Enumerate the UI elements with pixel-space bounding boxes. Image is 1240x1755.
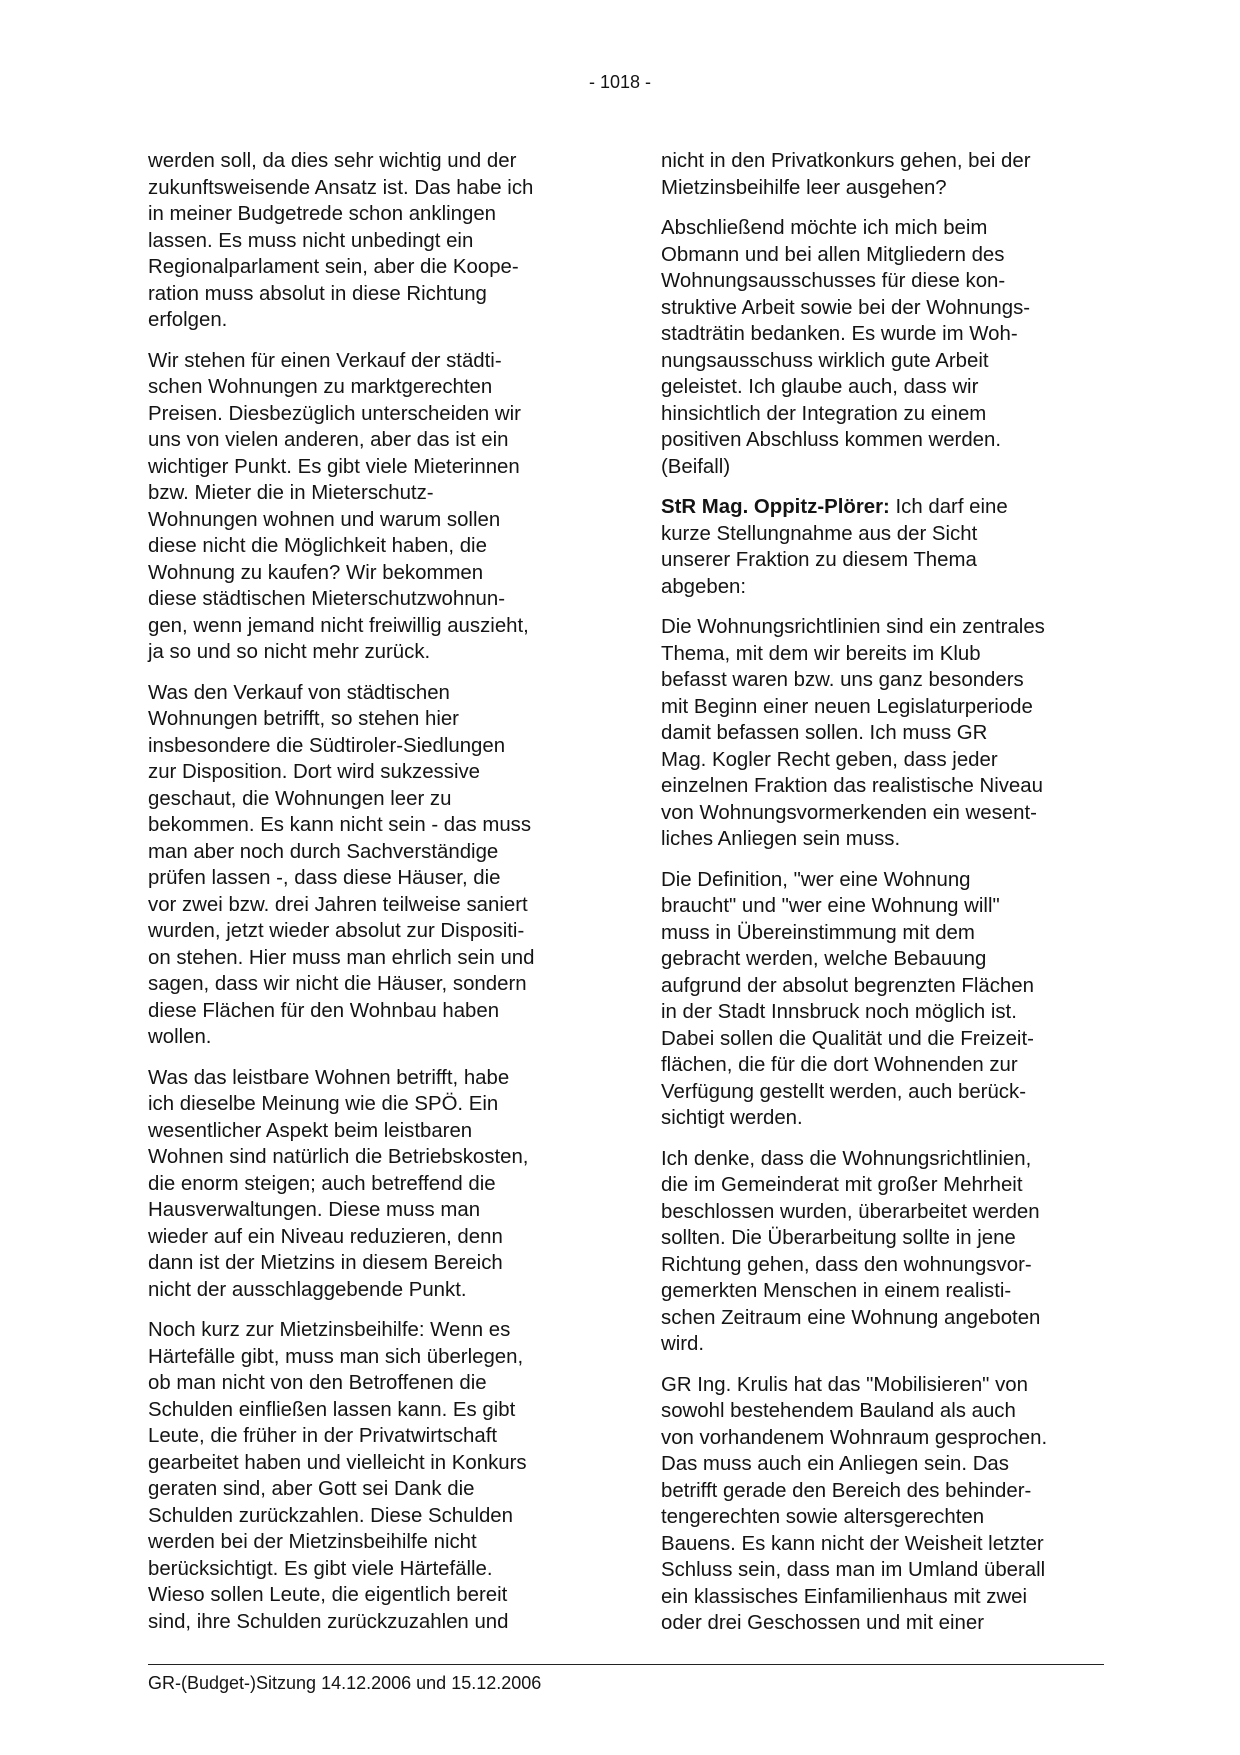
text-line: Preisen. Diesbezüglich unterscheiden wir xyxy=(148,402,521,425)
paragraph xyxy=(148,680,594,1051)
text-line: werden bei der Mietzinsbeihilfe nicht xyxy=(148,1531,477,1553)
text-line: erfolgen. xyxy=(148,309,228,331)
paragraph xyxy=(148,348,594,666)
paragraph xyxy=(661,494,1107,600)
text-line: lassen. Es muss nicht unbedingt ein xyxy=(148,229,474,252)
text-line: diese nicht die Möglichkeit haben, die xyxy=(148,535,487,557)
text-line: in meiner Budgetrede schon anklingen xyxy=(148,203,497,225)
text-line: ja so und so nicht mehr zurück. xyxy=(148,641,431,663)
text-line: ration muss absolut in diese Richtung xyxy=(148,282,487,305)
text-line: Thema, mit dem wir bereits im Klub xyxy=(661,642,981,665)
text-line: nicht in den Privatkonkurs gehen, bei der xyxy=(661,150,1031,172)
text-line: Schluss sein, dass man im Umland überall xyxy=(661,1559,1046,1581)
text-line: muss in Übereinstimmung mit dem xyxy=(661,921,975,944)
text-line: berücksichtigt. Es gibt viele Härtefälle. xyxy=(148,1557,493,1580)
paragraph xyxy=(661,1372,1107,1637)
text-line: aufgrund der absolut begrenzten Flächen xyxy=(661,974,1034,997)
text-line: Schulden einfließen lassen kann. Es gibt xyxy=(148,1398,516,1421)
paragraph xyxy=(661,148,1107,201)
text-line: positiven Abschluss kommen werden. xyxy=(661,429,1002,451)
speaker-name: StR Mag. Oppitz-Plörer: xyxy=(661,496,890,518)
text-line: in der Stadt Innsbruck noch möglich ist. xyxy=(661,1001,1017,1023)
text-line: Wohnen sind natürlich die Betriebskosten, xyxy=(148,1146,529,1168)
text-line: tengerechten sowie altersgerechten xyxy=(661,1506,985,1528)
text-line: zur Disposition. Dort wird sukzessive xyxy=(148,761,481,783)
text-line: Wohnung zu kaufen? Wir bekommen xyxy=(148,561,484,584)
text-line: von Wohnungsvormerkenden ein wesent- xyxy=(661,801,1037,824)
text-line: werden soll, da dies sehr wichtig und der xyxy=(148,150,517,172)
text-line: die im Gemeinderat mit großer Mehrheit xyxy=(661,1174,1023,1196)
text-line: Wohnungen wohnen und warum sollen xyxy=(148,508,501,531)
text-line: struktive Arbeit sowie bei der Wohnungs- xyxy=(661,296,1031,319)
text-line: bzw. Mieter die in Mieterschutz- xyxy=(148,482,434,504)
text-line: nicht der ausschlaggebende Punkt. xyxy=(148,1278,467,1301)
text-line: betrifft gerade den Bereich des behinder- xyxy=(661,1479,1032,1502)
text-line: Noch kurz zur Mietzinsbeihilfe: Wenn es xyxy=(148,1319,511,1341)
paragraph xyxy=(661,867,1107,1132)
text-line: Regionalparlament sein, aber die Koope- xyxy=(148,256,519,278)
right-column xyxy=(661,148,1107,1651)
text-line: befasst waren bzw. uns ganz besonders xyxy=(661,669,1024,691)
text-line: Verfügung gestellt werden, auch berück- xyxy=(661,1080,1026,1103)
text-line: dann ist der Mietzins in diesem Bereich xyxy=(148,1252,503,1274)
text-line: Ich denke, dass die Wohnungsrichtlinien, xyxy=(661,1147,1032,1170)
text-line: ob man nicht von den Betroffenen die xyxy=(148,1372,487,1394)
text-line: Die Wohnungsrichtlinien sind ein zentrales xyxy=(661,616,1045,638)
text-line: schen Wohnungen zu marktgerechten xyxy=(148,376,493,398)
text-line xyxy=(661,494,1107,521)
text-line: on stehen. Hier muss man ehrlich sein und xyxy=(148,946,535,969)
text-line: Mag. Kogler Recht geben, dass jeder xyxy=(661,748,998,771)
text-line: sind, ihre Schulden zurückzuzahlen und xyxy=(148,1610,509,1633)
text-line: (Beifall) xyxy=(661,455,731,478)
text-line: sollten. Die Überarbeitung sollte in jene xyxy=(661,1227,1016,1249)
text-line: wieder auf ein Niveau reduzieren, denn xyxy=(148,1225,503,1248)
text-line: Abschließend möchte ich mich beim xyxy=(661,217,988,239)
text-line: Obmann und bei allen Mitgliedern des xyxy=(661,243,1005,266)
footer-session-title: GR-(Budget-)Sitzung 14.12.2006 und 15.12.2006 xyxy=(148,1673,542,1693)
text-line: von vorhandenem Wohnraum gesprochen. xyxy=(661,1426,1048,1449)
text-line: Härtefälle gibt, muss man sich überlegen, xyxy=(148,1345,524,1368)
text-line: diese Flächen für den Wohnbau haben xyxy=(148,999,500,1022)
text-line: Die Definition, "wer eine Wohnung xyxy=(661,868,971,891)
text-line: stadträtin bedanken. Es wurde im Woh- xyxy=(661,323,1018,345)
text-line: wesentlicher Aspekt beim leistbaren xyxy=(148,1119,473,1142)
text-line: geleistet. Ich glaube auch, dass wir xyxy=(661,376,979,398)
text-line: flächen, die für die dort Wohnenden zur xyxy=(661,1054,1018,1076)
paragraph xyxy=(148,148,594,334)
text-line: die enorm steigen; auch betreffend die xyxy=(148,1172,496,1195)
text-line: ein klassisches Einfamilienhaus mit zwei xyxy=(661,1585,1028,1608)
text-line: gen, wenn jemand nicht freiwillig auszieht, xyxy=(148,614,529,637)
text-line: beschlossen wurden, überarbeitet werden xyxy=(661,1200,1040,1223)
paragraph xyxy=(661,1146,1107,1358)
text-line: ich dieselbe Meinung wie die SPÖ. Ein xyxy=(148,1093,499,1115)
text-line: diese städtischen Mieterschutzwohnun- xyxy=(148,588,506,610)
text-line: vor zwei bzw. drei Jahren teilweise saniert xyxy=(148,893,528,916)
text-line: man aber noch durch Sachverständige xyxy=(148,840,499,863)
text-line: unserer Fraktion zu diesem Thema xyxy=(661,549,977,571)
text-line: geschaut, die Wohnungen leer zu xyxy=(148,787,452,810)
text-line: insbesondere die Südtiroler-Siedlungen xyxy=(148,734,506,757)
paragraph xyxy=(661,614,1107,853)
text-line: prüfen lassen -, dass diese Häuser, die xyxy=(148,867,501,889)
text-line: sowohl bestehendem Bauland als auch xyxy=(661,1400,1016,1422)
paragraph xyxy=(148,1065,594,1304)
text-line: abgeben: xyxy=(661,575,747,598)
text-line: gemerkten Menschen in einem realisti- xyxy=(661,1280,1012,1302)
text-line: wichtiger Punkt. Es gibt viele Mieterinnen xyxy=(148,455,520,478)
text-line: Wohnungsausschusses für diese kon- xyxy=(661,270,1006,292)
text-line: Hausverwaltungen. Diese muss man xyxy=(148,1199,481,1221)
text-line: Richtung gehen, dass den wohnungsvor- xyxy=(661,1253,1032,1276)
text-line: braucht" und "wer eine Wohnung will" xyxy=(661,895,1000,917)
text-line: GR Ing. Krulis hat das "Mobilisieren" von xyxy=(661,1373,1028,1396)
text-line: sichtigt werden. xyxy=(661,1107,803,1129)
speaker-text: Ich darf eine xyxy=(889,496,1008,518)
text-line: Schulden zurückzahlen. Diese Schulden xyxy=(148,1504,513,1527)
text-line: kurze Stellungnahme aus der Sicht xyxy=(661,522,978,545)
text-line: zukunftsweisende Ansatz ist. Das habe ich xyxy=(148,176,534,199)
text-line: Was den Verkauf von städtischen xyxy=(148,681,450,704)
text-line: gebracht werden, welche Bebauung xyxy=(661,948,987,970)
paragraph xyxy=(148,1317,594,1635)
text-line: Wir stehen für einen Verkauf der städti- xyxy=(148,349,502,372)
text-line: einzelnen Fraktion das realistische Niveau xyxy=(661,775,1043,797)
text-line: Bauens. Es kann nicht der Weisheit letzter xyxy=(661,1532,1044,1555)
text-line: Wohnungen betrifft, so stehen hier xyxy=(148,708,459,730)
text-line: Das muss auch ein Anliegen sein. Das xyxy=(661,1453,1009,1475)
left-column xyxy=(148,148,594,1649)
text-line: bekommen. Es kann nicht sein - das muss xyxy=(148,814,532,836)
text-line: hinsichtlich der Integration zu einem xyxy=(661,402,987,425)
text-line: Wieso sollen Leute, die eigentlich bereit xyxy=(148,1584,508,1606)
text-line: schen Zeitraum eine Wohnung angeboten xyxy=(661,1306,1041,1329)
text-line: gearbeitet haben und vielleicht in Konkurs xyxy=(148,1451,527,1474)
text-line: nungsausschuss wirklich gute Arbeit xyxy=(661,349,989,372)
text-line: liches Anliegen sein muss. xyxy=(661,828,901,850)
text-line: wurden, jetzt wieder absolut zur Dispositi- xyxy=(148,920,525,942)
text-line: Leute, die früher in der Privatwirtschaft xyxy=(148,1425,498,1447)
text-line: geraten sind, aber Gott sei Dank die xyxy=(148,1478,475,1500)
text-line: damit befassen sollen. Ich muss GR xyxy=(661,722,988,744)
paragraph xyxy=(661,215,1107,480)
text-line: Dabei sollen die Qualität und die Freizeit- xyxy=(661,1027,1034,1050)
footer-divider xyxy=(148,1664,1104,1665)
text-line: uns von vielen anderen, aber das ist ein xyxy=(148,429,509,451)
text-line: Was das leistbare Wohnen betrifft, habe xyxy=(148,1066,510,1089)
text-line: sagen, dass wir nicht die Häuser, sondern xyxy=(148,973,527,995)
text-line: mit Beginn einer neuen Legislaturperiode xyxy=(661,695,1033,718)
text-line: wollen. xyxy=(148,1026,212,1048)
text-line: Mietzinsbeihilfe leer ausgehen? xyxy=(661,176,947,199)
text-line: oder drei Geschossen und mit einer xyxy=(661,1612,985,1634)
page-number: - 1018 - xyxy=(588,72,652,92)
text-line: wird. xyxy=(661,1333,705,1355)
